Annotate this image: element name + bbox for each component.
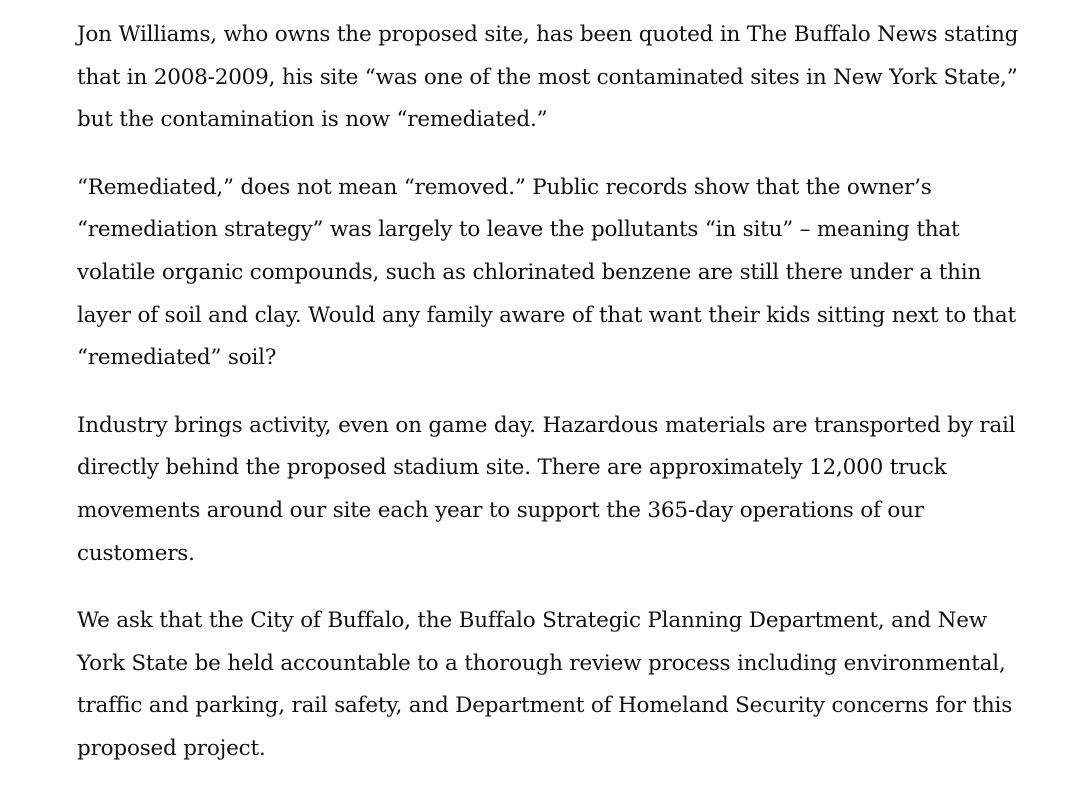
- paragraph-industry-activity: Industry brings activity, even on game day. Hazardous materials are transported by rail directly behind the proposed stadium site. There are approximately 12,000 truck movements around our site each year to support the 365-day operations of our customers.: [77, 412, 1016, 566]
- paragraph-site-owner-quote: Jon Williams, who owns the proposed site, has been quoted in The Buffalo News stating that in 2008-2009, his site “was one of the most contaminated sites in New York State,” but the contamination is now “remediated.”: [77, 22, 1019, 133]
- paragraph-review-request: We ask that the City of Buffalo, the Buffalo Strategic Planning Department, and New York State be held accountable to a thorough review process including environmental, traffic and parking, rail safety, and Department of Homeland Security concerns for this proposed project.: [77, 608, 1013, 761]
- paragraph-remediation: “Remediated,” does not mean “removed.” Public records show that the owner’s “remediation strategy” was largely to leave the pollutants “in situ” – meaning that volatile organic compounds, such as chlorinated benzene are still there under a thin layer of soil and clay. Would any family aware of that want their kids sitting next to that “remediated” soil?: [77, 174, 1016, 371]
- article-body: [77, 14, 1037, 796]
